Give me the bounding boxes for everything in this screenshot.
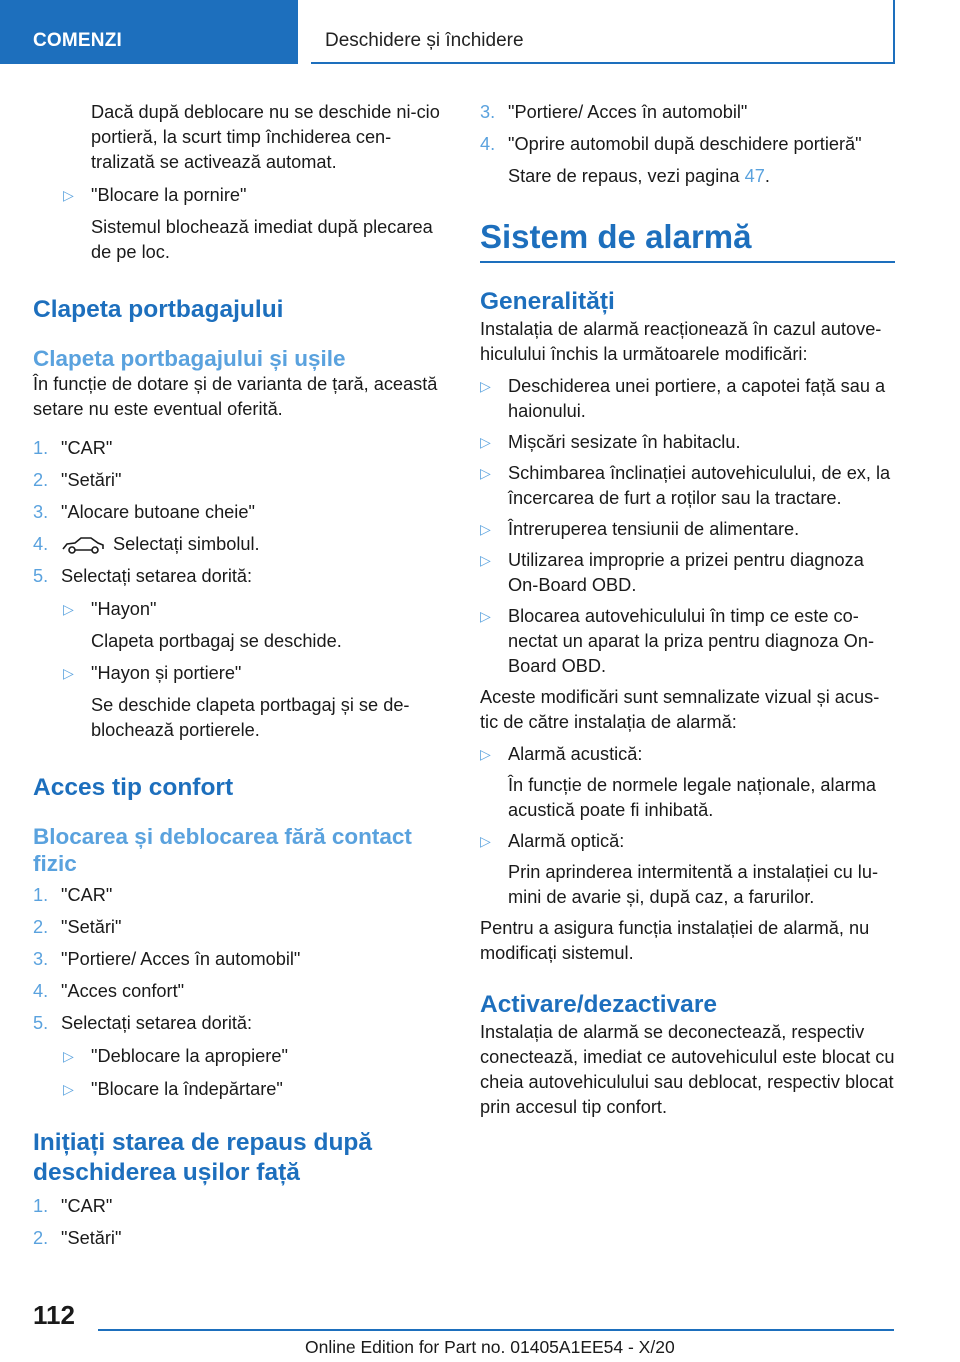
list-item: ▷ "Deblocare la apropiere" <box>33 1044 453 1069</box>
list-item: ▷ Mișcări sesizate în habitaclu. <box>480 430 895 455</box>
list-item: 4. Selectați simbolul. <box>33 534 260 554</box>
list-item: 3. "Portiere/ Acces în automobil" <box>33 949 301 969</box>
bullet-text: Sistemul blochează imediat după plecarea de pe loc. <box>91 217 433 262</box>
list-item: 2. "Setări" <box>33 917 122 937</box>
right-column <box>480 100 895 1120</box>
triangle-right-icon: ▷ <box>63 665 74 681</box>
triangle-right-icon: ▷ <box>480 552 491 568</box>
list-item: ▷ Blocarea autovehiculului în timp ce este co-nectat un aparat la priza pentru diagnoza On-Board OBD. <box>480 604 895 679</box>
list-item: ▷ Schimbarea înclinației autovehiculului, de ex, la încercarea de furt a roților sau la tractare. <box>480 461 895 511</box>
page-header <box>0 0 960 66</box>
signal-text: Aceste modificări sunt semnalizate vizual și acus-tic de către instalația de alarmă: <box>480 687 880 732</box>
section-title-activation: Activare/dezactivare <box>480 991 717 1018</box>
section-label: COMENZI <box>33 30 123 51</box>
numbered-list <box>33 883 453 1036</box>
list-item: 3. "Portiere/ Acces în automobil" <box>480 102 748 122</box>
triangle-right-icon: ▷ <box>480 746 491 762</box>
list-item: 1. "CAR" <box>33 438 113 458</box>
list-item: 4. "Oprire automobil după deschidere portieră" Stare de repaus, vezi pagina 47. <box>480 134 862 186</box>
bullet-list <box>480 374 895 679</box>
list-item: ▷ Alarmă acustică: În funcție de normele legale naționale, alarma acustică poate fi inhibată. <box>480 742 895 823</box>
footer-divider <box>98 1329 894 1331</box>
car-icon <box>61 535 105 555</box>
triangle-right-icon: ▷ <box>480 434 491 450</box>
page-link[interactable]: 47 <box>744 166 765 186</box>
chapter-title-alarm: Sistem de alarmă <box>480 217 895 263</box>
subsection-title-tailgate-doors: Clapeta portbagajului și ușile <box>33 346 346 371</box>
triangle-right-icon: ▷ <box>63 1048 74 1064</box>
list-item: 4. "Acces confort" <box>33 981 185 1001</box>
numbered-list <box>33 436 453 589</box>
list-item: 5. Selectați setarea dorită: <box>33 566 253 586</box>
list-item: ▷ "Hayon și portiere" Se deschide clapeta portbagaj și se de-blochează portierele. <box>33 661 453 743</box>
list-item: ▷ Întreruperea tensiunii de alimentare. <box>480 517 895 542</box>
edition-text: Online Edition for Part no. 01405A1EE54 - X/20 <box>305 1337 675 1357</box>
repaus-text: Stare de repaus, vezi pagina <box>508 166 740 186</box>
bullet-title: "Blocare la pornire" <box>91 185 247 205</box>
intro-text: Dacă după deblocare nu se deschide ni-cio portieră, la scurt timp închiderea cen-tralizată se activează automat. <box>91 102 440 172</box>
triangle-right-icon: ▷ <box>63 187 74 203</box>
triangle-right-icon: ▷ <box>480 378 491 394</box>
triangle-right-icon: ▷ <box>63 1081 74 1097</box>
triangle-right-icon: ▷ <box>480 833 491 849</box>
function-text: Pentru a asigura funcția instalației de alarmă, nu modificați sistemul. <box>480 918 870 963</box>
chapter-label: Deschidere și închidere <box>325 30 524 51</box>
list-item: ▷ Utilizarea improprie a prizei pentru diagnoza On-Board OBD. <box>480 548 895 598</box>
list-item: 5. Selectați setarea dorită: <box>33 1013 253 1033</box>
left-column <box>33 100 453 1251</box>
section-tab[interactable] <box>0 0 298 64</box>
list-item: 2. "Setări" <box>33 470 122 490</box>
bullet-list <box>480 742 895 910</box>
section-text: În funcție de dotare și de varianta de țară, această setare nu este eventual oferită. <box>33 374 438 419</box>
list-item: 1. "CAR" <box>33 885 113 905</box>
section-text: Instalația de alarmă se deconectează, respectiv conectează, imediat ce autovehiculul este blocat cu cheia autovehiculului sau deblocat, respectiv blocat prin accesul tip confort. <box>480 1022 895 1117</box>
list-item: ▷ "Blocare la îndepărtare" <box>33 1077 453 1102</box>
section-title-general: Generalități <box>480 288 615 315</box>
list-item <box>33 183 453 265</box>
list-item: ▷ "Hayon" Clapeta portbagaj se deschide. <box>33 597 453 654</box>
list-item: 3. "Alocare butoane cheie" <box>33 502 255 522</box>
triangle-right-icon: ▷ <box>63 601 74 617</box>
numbered-list <box>33 1194 453 1251</box>
subsection-title-contactless: Blocarea și deblocarea fără contact fizic <box>33 824 412 876</box>
triangle-right-icon: ▷ <box>480 465 491 481</box>
list-item: ▷ Alarmă optică: Prin aprinderea intermitentă a instalației cu lu-mini de avarie și, după caz, a farurilor. <box>480 829 895 910</box>
list-item: ▷ Deschiderea unei portiere, a capotei față sau a haionului. <box>480 374 895 424</box>
list-item: 2. "Setări" <box>33 1228 122 1248</box>
list-item: 1. "CAR" <box>33 1196 113 1216</box>
section-title-standby: Inițiați starea de repaus după deschiderea ușilor față <box>33 1129 373 1186</box>
page-number: 112 <box>33 1300 75 1330</box>
section-title-tailgate: Clapeta portbagajului <box>33 296 284 323</box>
triangle-right-icon: ▷ <box>480 608 491 624</box>
triangle-right-icon: ▷ <box>480 521 491 537</box>
section-text: Instalația de alarmă reacționează în cazul autove-hiculului închis la următoarele modificări: <box>480 319 882 364</box>
chapter-tab[interactable] <box>311 0 895 64</box>
section-title-comfort-access: Acces tip confort <box>33 774 234 801</box>
